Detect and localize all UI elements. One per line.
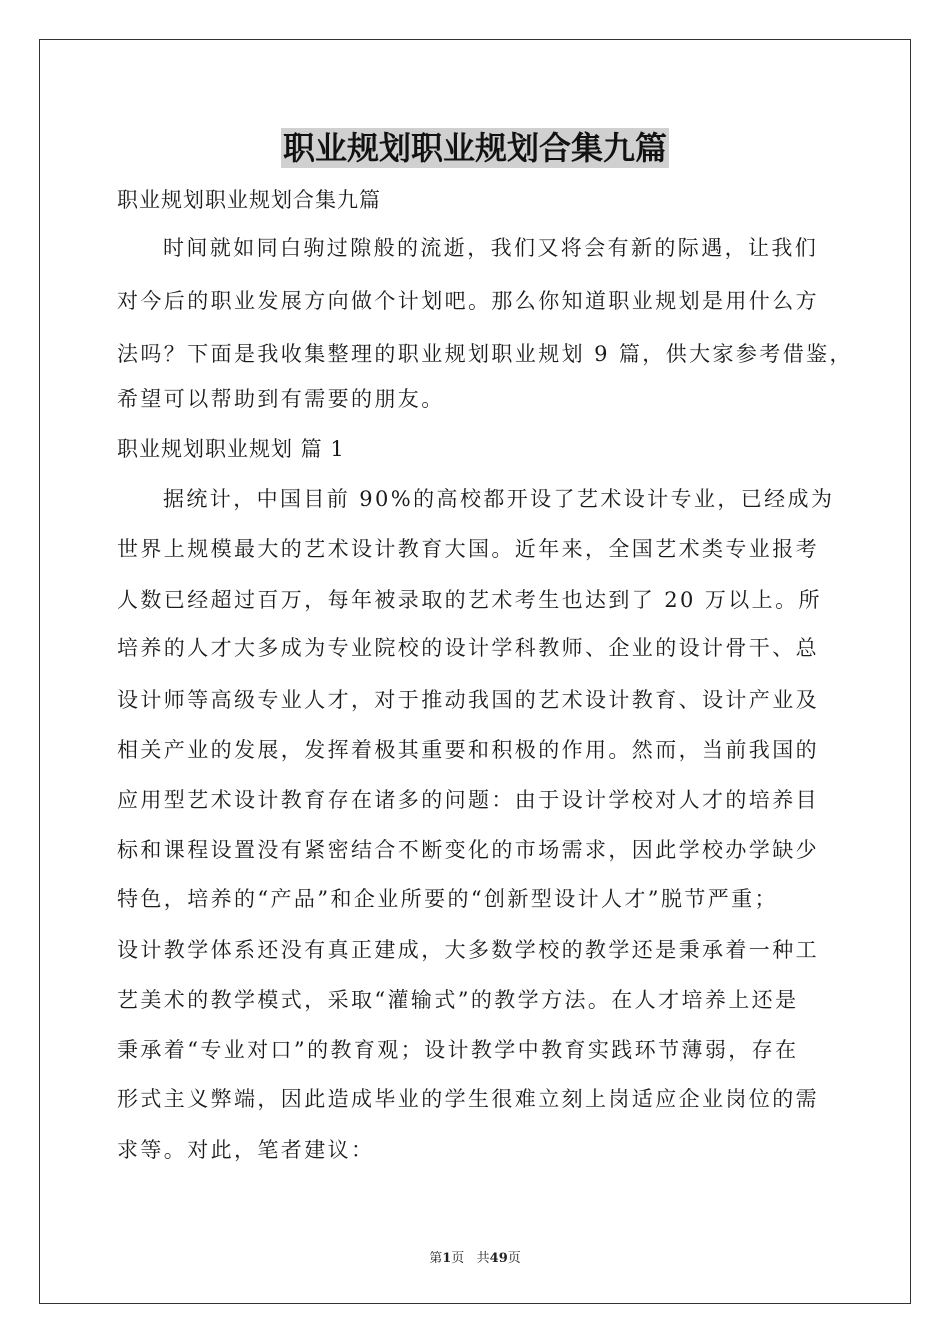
footer-total-pages: 49 bbox=[489, 1251, 508, 1266]
body-line: 人数已经超过百万，每年被录取的艺术考生也达到了 20 万以上。所 bbox=[117, 588, 822, 612]
body-line: 应用型艺术设计教育存在诸多的问题：由于设计学校对人才的培养目 bbox=[117, 788, 819, 812]
body-line: 形式主义弊端，因此造成毕业的学生很难立刻上岗适应企业岗位的需 bbox=[117, 1087, 819, 1111]
title-container bbox=[0, 128, 950, 168]
footer-page-prefix: 第 bbox=[429, 1251, 443, 1266]
intro-line: 法吗？下面是我收集整理的职业规划职业规划 9 篇，供大家参考借鉴， bbox=[117, 342, 853, 366]
body-line: 培养的人才大多成为专业院校的设计学科教师、企业的设计骨干、总 bbox=[117, 636, 819, 660]
body-line: 据统计，中国目前 90%的高校都开设了艺术设计专业，已经成为 bbox=[163, 487, 835, 511]
footer-page-mid: 页 共 bbox=[451, 1251, 490, 1266]
body-line: 标和课程设置没有紧密结合不断变化的市场需求，因此学校办学缺少 bbox=[117, 838, 819, 862]
footer-page-suffix: 页 bbox=[507, 1251, 521, 1266]
body-line: 相关产业的发展，发挥着极其重要和积极的作用。然而，当前我国的 bbox=[117, 738, 819, 762]
body-line: 艺美术的教学模式，采取“灌输式”的教学方法。在人才培养上还是 bbox=[117, 988, 799, 1012]
intro-line: 希望可以帮助到有需要的朋友。 bbox=[117, 387, 445, 411]
body-line: 秉承着“专业对口”的教育观；设计教学中教育实践环节薄弱，存在 bbox=[117, 1038, 799, 1062]
body-line: 设计师等高级专业人才，对于推动我国的艺术设计教育、设计产业及 bbox=[117, 688, 819, 712]
page-border bbox=[39, 39, 911, 1304]
body-line: 特色，培养的“产品”和企业所要的“创新型设计人才”脱节严重； bbox=[117, 887, 778, 911]
body-line: 世界上规模最大的艺术设计教育大国。近年来，全国艺术类专业报考 bbox=[117, 537, 819, 561]
body-line: 求等。对此，笔者建议： bbox=[117, 1138, 375, 1162]
section-heading: 职业规划职业规划 篇 1 bbox=[117, 437, 345, 461]
document-subtitle: 职业规划职业规划合集九篇 bbox=[117, 188, 381, 212]
intro-line: 时间就如同白驹过隙般的流逝，我们又将会有新的际遇，让我们 bbox=[163, 236, 819, 260]
intro-line: 对今后的职业发展方向做个计划吧。那么你知道职业规划是用什么方 bbox=[117, 289, 819, 313]
body-line: 设计教学体系还没有真正建成，大多数学校的教学还是秉承着一种工 bbox=[117, 938, 819, 962]
page-footer bbox=[0, 1247, 950, 1266]
document-title: 职业规划职业规划合集九篇 bbox=[282, 129, 667, 167]
footer-page-number: 1 bbox=[442, 1251, 452, 1266]
